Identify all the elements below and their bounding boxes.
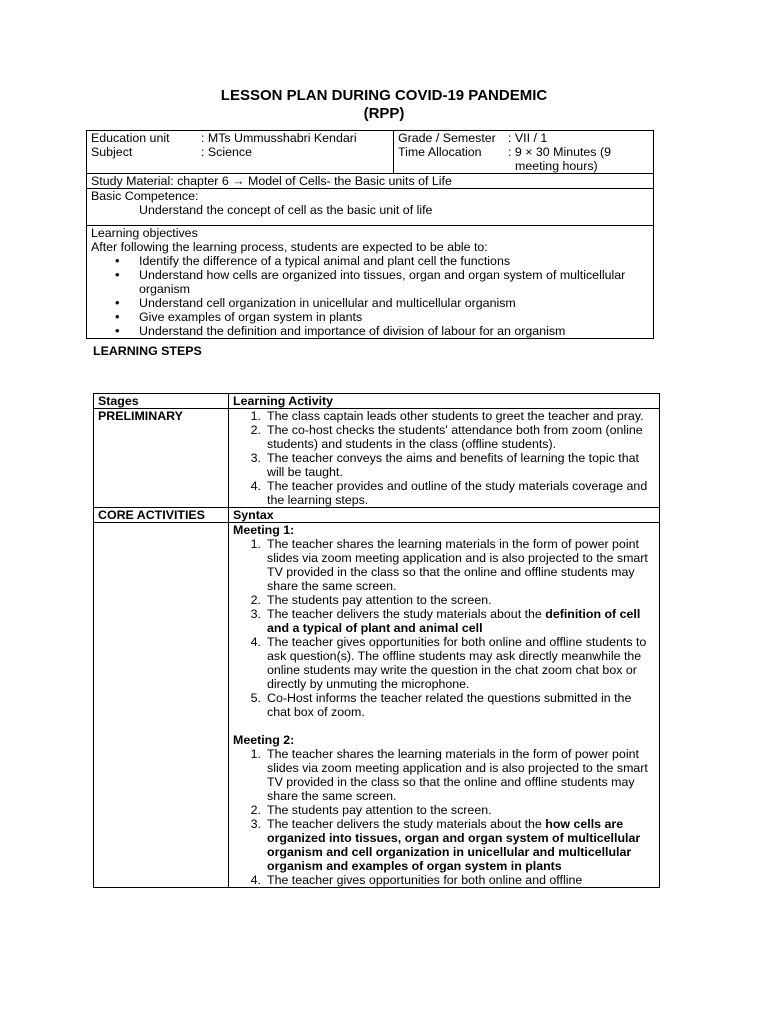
step-item — [233, 537, 655, 593]
step-item — [233, 691, 655, 719]
meeting2-heading: Meeting 2: — [233, 733, 295, 747]
objectives-list — [91, 254, 649, 338]
step-text: The teacher delivers the study materials about the how cells are organized into tissues, organ and organ system of multicellular organism and cell organization in unicellular and multicellular organism and examples of organ system in plants — [267, 817, 641, 873]
step-number: 3. — [250, 607, 261, 621]
basic-competence-label: Basic Competence: — [91, 189, 199, 203]
step-text-bold: how cells are organized into tissues, organ and organ system of multicellular organism and cell organization in unicellular and multicellular organism and examples of organ system in plants — [267, 817, 641, 873]
step-number: 1. — [250, 409, 261, 423]
core-stage-empty — [94, 523, 229, 888]
step-number: 2. — [250, 593, 261, 607]
learning-steps-heading: LEARNING STEPS — [93, 344, 202, 358]
step-text: Co-Host informs the teacher related the questions submitted in the chat box of zoom. — [267, 691, 632, 719]
step-number: 4. — [250, 873, 261, 887]
stages-header: Stages — [94, 394, 229, 409]
step-item — [233, 451, 655, 479]
step-number: 4. — [250, 479, 261, 493]
study-material-cell: Study Material: chapter 6 → Model of Cells- the Basic units of Life — [87, 174, 654, 189]
step-number: 3. — [250, 451, 261, 465]
objective-item: • Identify the difference of a typical animal and plant cell the functions — [139, 254, 649, 268]
preliminary-activities — [229, 409, 660, 508]
grade-value: : VII / 1 — [508, 131, 548, 145]
subject-label: Subject — [91, 145, 133, 159]
step-text: The teacher provides and outline of the study materials coverage and the learning steps. — [267, 479, 648, 507]
step-number: 4. — [250, 635, 261, 649]
objectives-cell — [87, 226, 654, 339]
step-item — [233, 423, 655, 451]
basic-competence-text: Understand the concept of cell as the basic unit of life — [139, 203, 433, 217]
meeting1-heading: Meeting 1: — [233, 523, 295, 537]
objective-item: • Understand cell organization in unicellular and multicellular organism — [139, 296, 649, 310]
meeting1-list — [233, 537, 655, 719]
step-item — [233, 747, 655, 803]
lesson-info-table — [86, 130, 654, 339]
activity-header: Learning Activity — [229, 394, 660, 409]
step-text-bold: definition of cell and a typical of plant and animal cell — [267, 607, 641, 635]
step-item — [233, 607, 655, 635]
unit-subject-cell — [87, 131, 394, 174]
step-text: The class captain leads other students to greet the teacher and pray. — [267, 409, 644, 423]
step-text: The students pay attention to the screen. — [267, 593, 492, 607]
objectives-intro: After following the learning process, students are expected to be able to: — [91, 240, 488, 254]
education-unit-label: Education unit — [91, 131, 170, 145]
document-title: LESSON PLAN DURING COVID-19 PANDEMIC — [220, 87, 548, 104]
step-text: The teacher shares the learning materials in the form of power point slides via zoom meeting application and is also projected to the smart TV provided in the class so that the online and offline students may share the same screen. — [267, 747, 648, 803]
step-number: 3. — [250, 817, 261, 831]
objective-item: • Understand the definition and importance of division of labour for an organism — [139, 324, 649, 338]
time-label: Time Allocation — [398, 145, 482, 159]
step-text: The students pay attention to the screen. — [267, 803, 492, 817]
step-number: 1. — [250, 747, 261, 761]
step-number: 2. — [250, 803, 261, 817]
learning-steps-table — [93, 393, 660, 888]
step-text: The co-host checks the students' attendance both from zoom (online students) and students in the class (offline students). — [267, 423, 643, 451]
grade-label: Grade / Semester — [398, 131, 496, 145]
step-item — [233, 593, 655, 607]
step-number: 2. — [250, 423, 261, 437]
objective-item: • Give examples of organ system in plants — [139, 310, 649, 324]
objective-item: • Understand how cells are organized into tissues, organ and organ system of multicellular organism — [139, 268, 649, 296]
step-item — [233, 635, 655, 691]
preliminary-stage: PRELIMINARY — [94, 409, 229, 508]
step-item — [233, 479, 655, 507]
core-stage: CORE ACTIVITIES — [94, 508, 229, 523]
step-number: 1. — [250, 537, 261, 551]
step-item — [233, 873, 655, 887]
objectives-label: Learning objectives — [91, 226, 198, 240]
step-text: The teacher delivers the study materials about the definition of cell and a typical of plant and animal cell — [267, 607, 641, 635]
subject-value: : Science — [201, 145, 252, 159]
syntax-header: Syntax — [229, 508, 660, 523]
meeting2-list — [233, 747, 655, 887]
basic-competence-cell — [87, 189, 654, 226]
step-text: The teacher gives opportunities for both online and offline — [267, 873, 583, 887]
step-number: 5. — [250, 691, 261, 705]
education-unit-value: : MTs Ummusshabri Kendari — [201, 131, 357, 145]
step-item — [233, 803, 655, 817]
step-text: The teacher shares the learning materials in the form of power point slides via zoom meeting application and is also projected to the smart TV provided in the class so that the online and offline students may share the same screen. — [267, 537, 648, 593]
time-value-cont: meeting hours) — [515, 159, 598, 173]
grade-time-cell — [394, 131, 654, 174]
core-activities — [229, 523, 660, 888]
preliminary-list — [233, 409, 655, 507]
step-text: The teacher conveys the aims and benefits of learning the topic that will be taught. — [267, 451, 639, 479]
step-item — [233, 409, 655, 423]
document-subtitle: (RPP) — [363, 105, 405, 122]
step-item — [233, 817, 655, 873]
time-value: : 9 × 30 Minutes (9 — [508, 145, 611, 159]
step-text: The teacher gives opportunities for both online and offline students to ask question(s). The offline students may ask directly meanwhile the online students may write the question in the chat zoom chat box or directly by unmuting the microphone. — [267, 635, 647, 691]
